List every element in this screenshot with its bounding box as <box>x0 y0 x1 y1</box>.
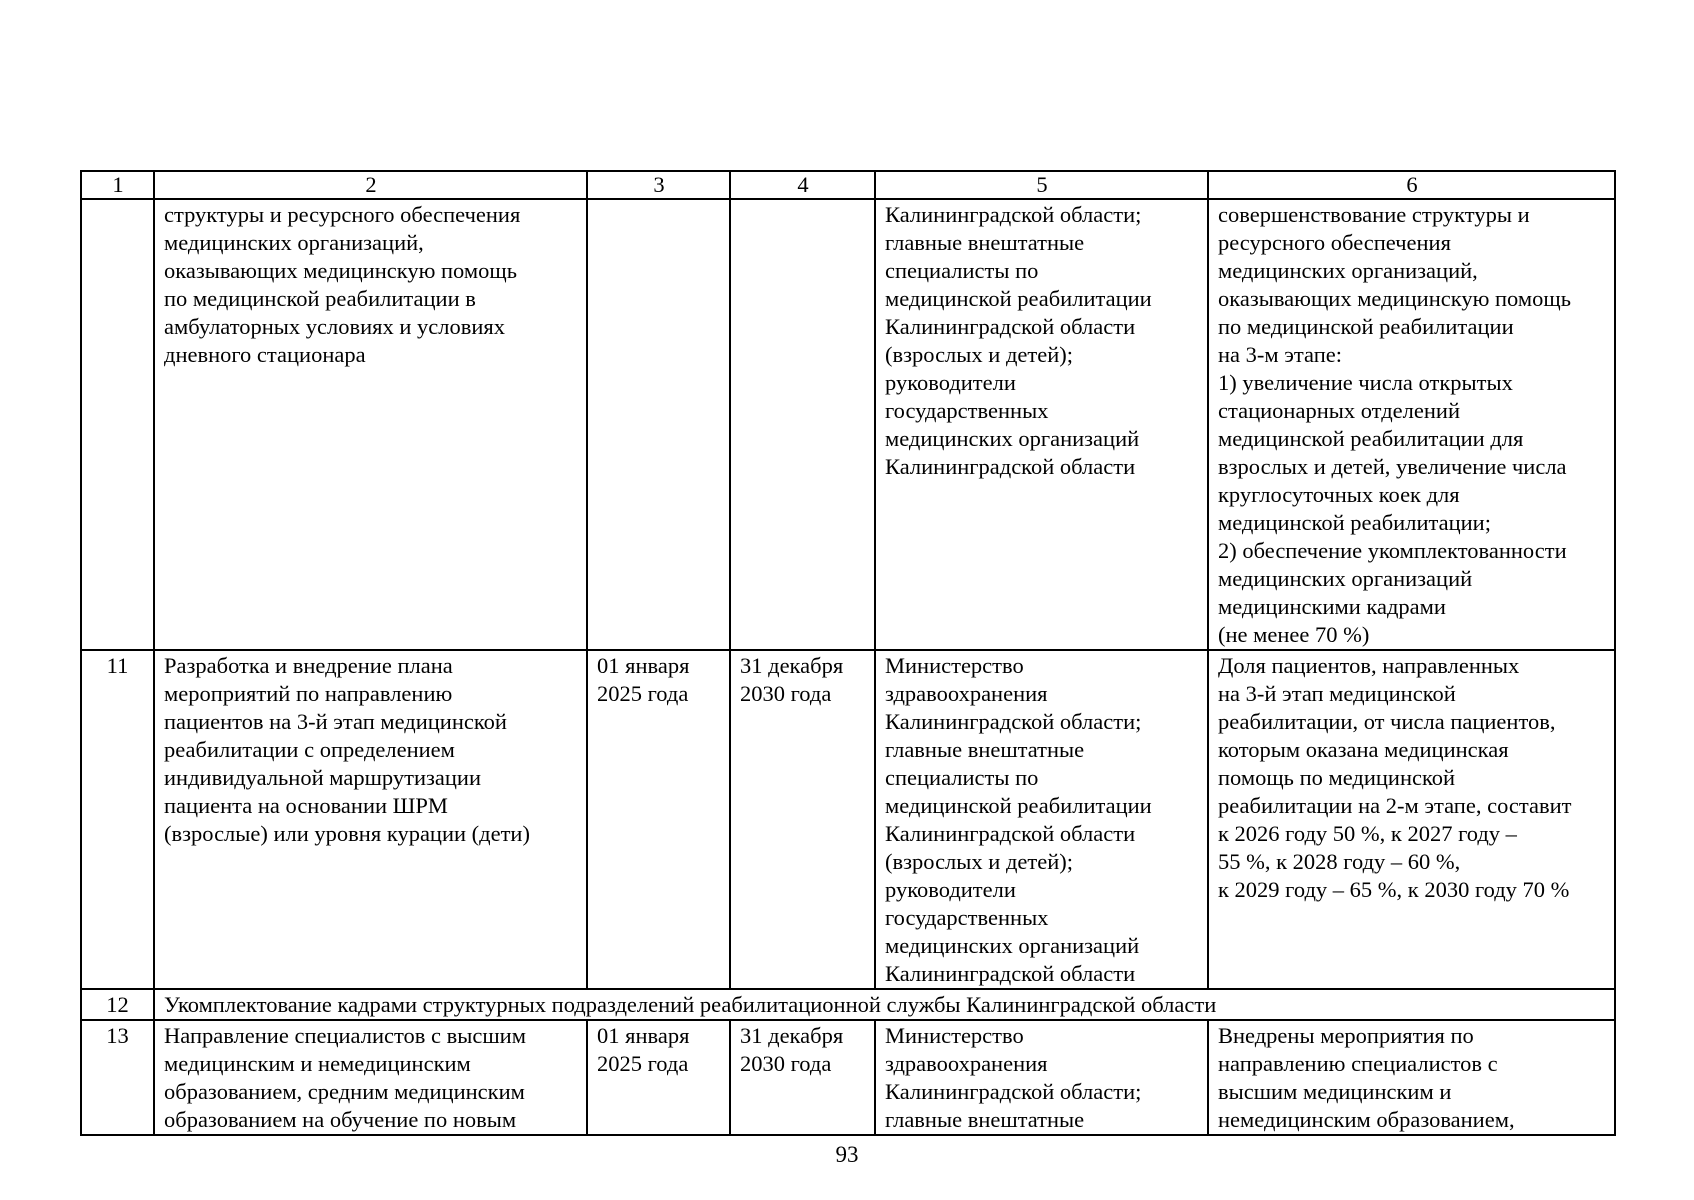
expected-result: совершенствование структуры и ресурсного обеспечения медицинских организаций, оказывающих медицинскую помощь по медицинской реабилитации на 3-м этапе: 1) увеличение числа открытых стационарных отделений медицинской реабилитации для взрослых и детей, увеличение числа круглосуточных коек для медицинской реабилитации; 2) обеспечение укомплектованности медицинских организаций медицинскими кадрами (не менее 70 %) <box>1208 199 1615 650</box>
measure-description: Разработка и внедрение плана мероприятий по направлению пациентов на 3-й этап медицинской реабилитации с определением индивидуальной маршрутизации пациента на основании ШРМ (взрослые) или уровня курации (дети) <box>154 650 587 989</box>
table-row <box>81 650 1615 989</box>
section-row <box>81 989 1615 1020</box>
start-date <box>587 199 730 650</box>
end-date <box>730 199 875 650</box>
measure-description: Направление специалистов с высшим медицинским и немедицинским образованием, средним медицинским образованием на обучение по новым <box>154 1020 587 1135</box>
column-number-1: 1 <box>81 171 154 199</box>
row-number <box>81 199 154 650</box>
start-date: 01 января 2025 года <box>587 650 730 989</box>
start-date: 01 января 2025 года <box>587 1020 730 1135</box>
page-number: 93 <box>835 1142 859 1167</box>
expected-result: Внедрены мероприятия по направлению специалистов с высшим медицинским и немедицинским образованием, <box>1208 1020 1615 1135</box>
column-number-5: 5 <box>875 171 1208 199</box>
table-row <box>81 199 1615 650</box>
row-number: 11 <box>81 650 154 989</box>
column-number-4: 4 <box>730 171 875 199</box>
table-header-row <box>81 171 1615 199</box>
table-row <box>81 1020 1615 1135</box>
column-number-2: 2 <box>154 171 587 199</box>
end-date: 31 декабря 2030 года <box>730 650 875 989</box>
measure-description: структуры и ресурсного обеспечения медицинских организаций, оказывающих медицинскую помощь по медицинской реабилитации в амбулаторных условиях и условиях дневного стационара <box>154 199 587 650</box>
measures-table <box>80 170 1616 1136</box>
column-number-3: 3 <box>587 171 730 199</box>
column-number-6: 6 <box>1208 171 1615 199</box>
row-number: 13 <box>81 1020 154 1135</box>
section-title: Укомплектование кадрами структурных подразделений реабилитационной службы Калининградской области <box>154 989 1615 1020</box>
responsible-parties: Министерство здравоохранения Калининградской области; главные внештатные специалисты по медицинской реабилитации Калининградской области (взрослых и детей); руководители государственных медицинских организаций Калининградской области <box>875 650 1208 989</box>
row-number: 12 <box>81 989 154 1020</box>
expected-result: Доля пациентов, направленных на 3-й этап медицинской реабилитации, от числа пациентов, которым оказана медицинская помощь по медицинской реабилитации на 2-м этапе, составит к 2026 году 50 %, к 2027 году – 55 %, к 2028 году – 60 %, к 2029 году – 65 %, к 2030 году 70 % <box>1208 650 1615 989</box>
responsible-parties: Министерство здравоохранения Калининградской области; главные внештатные <box>875 1020 1208 1135</box>
end-date: 31 декабря 2030 года <box>730 1020 875 1135</box>
responsible-parties: Калининградской области; главные внештатные специалисты по медицинской реабилитации Калининградской области (взрослых и детей); руководители государственных медицинских организаций Калининградской области <box>875 199 1208 650</box>
